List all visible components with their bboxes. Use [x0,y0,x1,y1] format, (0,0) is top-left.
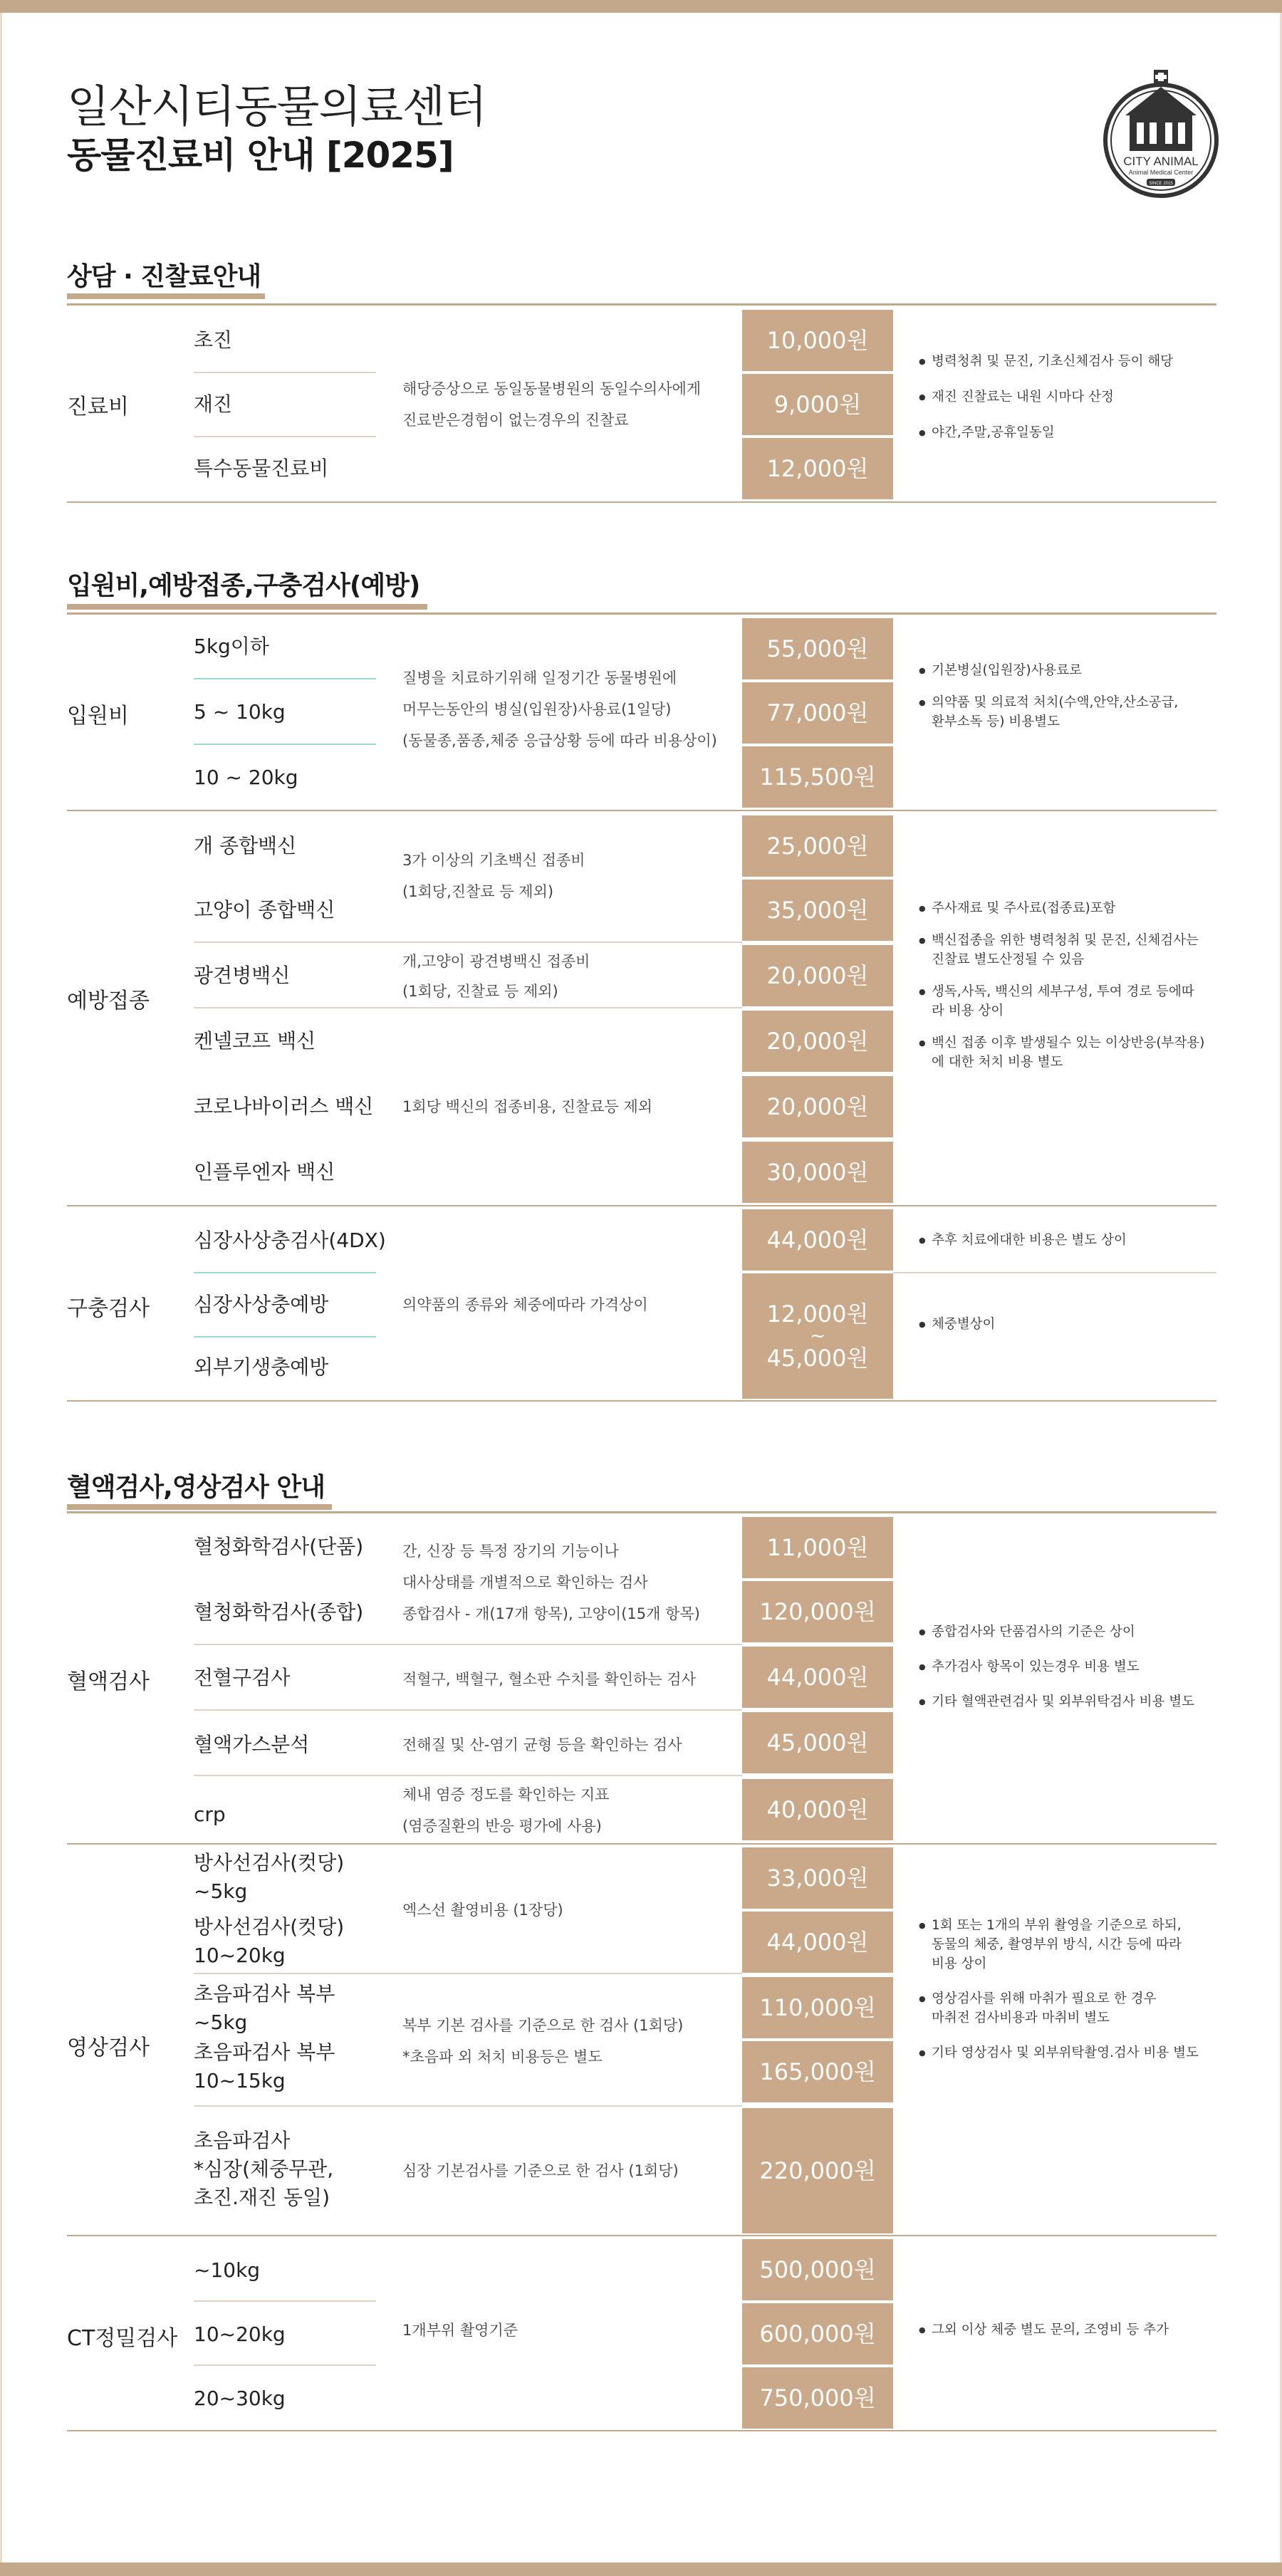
item-label: 개 종합백신 [194,834,297,857]
note-item: ● 추가검사 항목이 있는경우 비용 별도 [919,1657,1218,1677]
desc-line: 1회당 백신의 접종비용, 진찰료등 제외 [402,1098,653,1115]
note-item: ● 병력청취 및 문진, 기초신체검사 등이 해당 [919,352,1218,371]
group-divider [67,2235,1216,2236]
desc-line: 해당증상으로 동일동물병원의 동일수의사에게 [402,380,702,397]
price-cell: 9,000원 [742,374,893,435]
category-label: 입원비 [67,704,129,729]
section-title-blood-imaging: 혈액검사,영상검사 안내 [67,1473,325,1502]
note-continuation: 마취전 검사비용과 마취비 별도 [932,2011,1110,2025]
item-label: ~10kg [194,2258,261,2282]
section-divider [67,303,1216,306]
price-cell: 220,000원 [742,2108,893,2233]
category-label: 예방접종 [67,989,150,1013]
note-continuation: 동물의 체중, 촬영부위 방식, 시간 등에 따라 [932,1937,1182,1952]
item-line: 10~20kg [194,1944,286,1967]
price-cell: 120,000원 [742,1581,893,1642]
note-item: ● 야간,주말,공휴일동일 [919,423,1218,442]
desc-line: 의약품의 종류와 체중에따라 가격상이 [402,1296,648,1313]
item-label: crp [194,1803,226,1826]
item-line: 방사선검사(컷당) [194,1851,345,1874]
row-divider [194,372,376,373]
item-line: 초음파검사 복부 [194,1982,335,2006]
price-cell: 600,000원 [742,2303,893,2364]
price-cell: 30,000원 [742,1142,893,1203]
desc-line: 심장 기본검사를 기준으로 한 검사 (1회당) [402,2162,679,2179]
note-item: ● 종합검사와 단품검사의 기준은 상이 [919,1622,1218,1642]
item-line: ~5kg [194,2011,248,2034]
city-animal-logo [1097,66,1225,201]
item-label: 외부기생충예방 [194,1355,329,1379]
section-title-hospital: 입원비,예방접종,구충검사(예방) [67,571,420,600]
section-title-consult: 상담 · 진찰료안내 [67,262,261,291]
note-continuation: 에 대한 처치 비용 별도 [932,1055,1063,1070]
price-cell: 25,000원 [742,815,893,877]
item-label: 10~20kg [194,2322,286,2346]
logo-since: SINCE 2015 [1149,182,1173,186]
row-divider [194,1709,742,1711]
row-divider [893,1272,1216,1273]
group-divider [67,2430,1216,2431]
price-cell: 33,000원 [742,1847,893,1909]
row-divider [194,678,376,679]
item-label [194,2127,333,2212]
price-high: 45,000원 [766,1345,869,1372]
price-cell: 40,000원 [742,1779,893,1840]
row-divider [194,1644,742,1645]
price-cell: 20,000원 [742,945,893,1006]
category-label: 혈액검사 [67,1669,150,1694]
price-range-cell [742,1273,893,1399]
item-line: 초음파검사 [194,2129,291,2152]
desc-line: (1회당,진찰료 등 제외) [402,883,554,900]
item-label [194,1980,335,2037]
price-cell: 44,000원 [742,1912,893,1973]
note-item: ● 기본병실(입원장)사용료로 [919,661,1218,680]
logo-line1: CITY ANIMAL [1123,155,1199,168]
item-label [194,1849,344,1906]
note-item: ● 백신접종을 위한 병력청취 및 문진, 신체검사는 [919,931,1218,950]
note-continuation: 비용 상이 [932,1956,987,1971]
note-continuation: 라 비용 상이 [932,1003,1004,1018]
desc-line: 엑스선 촬영비용 (1장당) [402,1902,563,1919]
row-divider [194,2364,376,2366]
desc-line: (동물종,품종,체중 응급상황 등에 따라 비용상이) [402,732,717,749]
row-divider [194,2105,742,2107]
item-label: 5kg이하 [194,635,269,658]
desc-line: 복부 기본 검사를 기준으로 한 검사 (1회당) [402,2017,684,2034]
notes-list [919,1231,1218,1266]
desc-line: (1회당, 진찰료 등 제외) [402,983,558,1000]
price-cell: 12,000원 [742,438,893,499]
category-label: CT정밀검사 [67,2326,178,2351]
section-accent [67,293,265,299]
desc-line: 진료받은경험이 없는경우의 진찰료 [402,412,629,429]
note-item: ● 의약품 및 의료적 처치(수액,안약,산소공급, [919,693,1218,712]
desc-line: 머무는동안의 병실(입원장)사용료(1일당) [402,701,672,718]
notes-list [919,899,1218,1072]
item-label: 혈청화학검사(단품) [194,1535,364,1558]
category-label: 진료비 [67,395,129,419]
item-label: 5 ~ 10kg [194,700,286,724]
section-divider [67,1511,1216,1513]
item-label: 고양이 종합백신 [194,898,335,922]
row-divider [194,2300,376,2302]
item-label: 코로나바이러스 백신 [194,1095,374,1118]
item-label: 혈청화학검사(종합) [194,1600,364,1624]
row-divider [194,1775,742,1776]
price-cell: 20,000원 [742,1076,893,1137]
row-divider [194,1973,742,1974]
desc-line: 1개부위 촬영기준 [402,2322,518,2339]
note-item: ● 재진 진찰료는 내원 시마다 산정 [919,387,1218,407]
section-accent [67,1504,332,1510]
notes-list [919,1622,1218,1728]
price-cell: 11,000원 [742,1517,893,1578]
desc-line: 3가 이상의 기초백신 접종비 [402,852,585,869]
price-cell: 110,000원 [742,1977,893,2038]
desc-line: 질병을 치료하기위해 일정기간 동물병원에 [402,669,677,687]
group-divider [67,810,1216,811]
notes-list [919,2320,1218,2356]
section-divider [67,612,1216,615]
notes-list [919,1315,1218,1350]
item-line: ~5kg [194,1879,248,1903]
hospital-name: 일산시티동물의료센터 [67,80,486,132]
item-line: 초음파검사 복부 [194,2040,335,2064]
row-divider [194,942,742,943]
item-label: 재진 [194,392,233,416]
note-item: ● 체중별상이 [919,1315,1218,1334]
note-item: ● 생독,사독, 백신의 세부구성, 투여 경로 등에따 [919,982,1218,1001]
category-label: 구충검사 [67,1296,150,1321]
note-item: ● 추후 치료에대한 비용은 별도 상이 [919,1231,1218,1250]
note-item: ● 그외 이상 체중 별도 문의, 조영비 등 추가 [919,2320,1218,2340]
item-label: 켄넬코프 백신 [194,1029,316,1053]
bottom-accent-bar [0,2562,1282,2576]
desc-line: 전해질 및 산-염기 균형 등을 확인하는 검사 [402,1736,682,1753]
notes-list [919,1916,1218,2079]
price-cell: 500,000원 [742,2239,893,2300]
note-item: ● 주사재료 및 주사료(접종료)포함 [919,899,1218,918]
group-divider [67,501,1216,503]
price-cell: 44,000원 [742,1647,893,1708]
note-item: ● 기타 혈액관련검사 및 외부위탁검사 비용 별도 [919,1692,1218,1711]
row-divider [194,436,376,437]
item-line: 10~15kg [194,2069,286,2092]
note-item: ● 1회 또는 1개의 부위 촬영을 기준으로 하되, [919,1916,1218,1935]
desc-line: 대사상태를 개별적으로 확인하는 검사 [402,1574,648,1591]
desc-line: 개,고양이 광견병백신 접종비 [402,953,590,970]
item-label: 초진 [194,328,233,352]
note-continuation: 진찰료 별도산정될 수 있음 [932,952,1085,967]
category-label: 영상검사 [67,2035,150,2060]
logo-line2: Animal Medical Center [1128,169,1194,176]
price-cell: 77,000원 [742,682,893,744]
item-label [194,1913,344,1970]
note-continuation: 환부소독 등) 비용별도 [932,714,1060,729]
price-cell: 44,000원 [742,1209,893,1271]
price-cell: 45,000원 [742,1712,893,1773]
desc-line: *초음파 외 처치 비용등은 별도 [402,2048,603,2065]
note-item: ● 기타 영상검사 및 외부위탁촬영.검사 비용 별도 [919,2043,1218,2063]
price-cell: 115,500원 [742,746,893,808]
row-divider [194,1272,376,1273]
item-label [194,2038,335,2095]
notes-list [919,352,1218,459]
row-divider [194,1007,742,1008]
price-cell: 10,000원 [742,310,893,371]
doc-title: 동물진료비 안내 [2025] [67,135,454,176]
item-line: 초진.재진 동일) [194,2186,330,2209]
item-label: 심장사상충예방 [194,1293,329,1316]
item-line: *심장(체중무관, [194,2157,334,2181]
price-cell: 55,000원 [742,618,893,679]
price-low: 12,000원 [766,1300,869,1328]
desc-line: 체내 염증 정도를 확인하는 지표 [402,1786,610,1803]
note-item: ● 영상검사를 위해 마취가 필요로 한 경우 [919,1989,1218,2008]
desc-line: 간, 신장 등 특정 장기의 기능이나 [402,1543,619,1560]
item-line: 방사선검사(컷당) [194,1915,345,1939]
group-divider [67,1400,1216,1402]
price-cell: 165,000원 [742,2041,893,2102]
notes-list [919,661,1218,731]
desc-line: 종합검사 - 개(17개 항목), 고양이(15개 항목) [402,1605,700,1622]
item-label: 심장사상충검사(4DX) [194,1229,386,1252]
desc-line: (염증질환의 반응 평가에 사용) [402,1818,602,1835]
price-cell: 20,000원 [742,1011,893,1072]
row-divider [194,744,376,745]
price-cell: 35,000원 [742,880,893,941]
item-label: 혈액가스분석 [194,1733,310,1756]
item-label: 특수동물진료비 [194,457,329,480]
group-divider [67,1843,1216,1845]
item-label: 10 ~ 20kg [194,766,298,789]
group-divider [67,1205,1216,1206]
note-item: ● 백신 접종 이후 발생될수 있는 이상반응(부작용) [919,1033,1218,1053]
desc-line: 적혈구, 백혈구, 혈소판 수치를 확인하는 검사 [402,1671,696,1688]
item-label: 인플루엔자 백신 [194,1160,335,1184]
section-accent [67,604,427,610]
row-divider [194,1336,376,1337]
price-tilde: ~ [810,1325,825,1347]
item-label: 광견병백신 [194,964,291,987]
top-accent-bar [0,0,1282,13]
item-label: 20~30kg [194,2387,286,2410]
price-cell: 750,000원 [742,2367,893,2429]
item-label: 전혈구검사 [194,1666,291,1689]
